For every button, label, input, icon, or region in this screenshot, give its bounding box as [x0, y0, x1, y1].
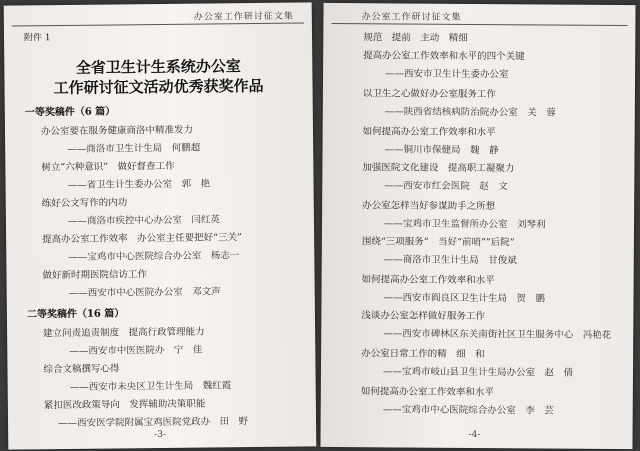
entry-author: ——宝鸡市岐山县卫生计生局办公室 赵 倩 — [382, 366, 574, 379]
entry-title: 加强医院文化建设 提高职工凝聚力 — [362, 162, 515, 175]
left-page — [4, 2, 317, 449]
entry-title: 做好新时期医院信访工作 — [42, 269, 148, 282]
page-number: -4- — [468, 429, 481, 441]
entry-title: 办公室日常工作的精 细 和 — [361, 348, 485, 361]
header-rule — [12, 22, 304, 26]
entry-title: 综合文稿撰写心得 — [43, 363, 120, 376]
entry-author: ——西安市未央区卫生计生局 魏红霞 — [69, 380, 232, 393]
entry-author: ——商洛市疾控中心办公室 闫红英 — [67, 214, 221, 227]
entry-author: ——省卫生计生委办公室 郭 艳 — [67, 178, 211, 191]
entry-title: 围绕“三项服务” 当好“前哨”“后院” — [361, 236, 515, 249]
entry-title: 如何提高办公室工作效率和水平 — [362, 126, 496, 139]
entry-author: ——西安市碑林区东关南街社区卫生服务中心 冯艳花 — [383, 328, 612, 341]
entry-title: 如何提高办公室工作效率和水平 — [360, 386, 494, 399]
entry-title: 浅谈办公室怎样做好服务工作 — [361, 310, 485, 323]
section-heading-second-prize: 二等奖稿件（16 篇） — [26, 308, 125, 321]
running-head: 办公室工作研讨征文集 — [193, 11, 294, 23]
entry-author: ——宝鸡市中心医院综合办公室 李 芸 — [382, 404, 554, 417]
entry-author: ——西安市中心医院办公室 邓文声 — [68, 286, 221, 299]
attachment-label: 附件 1 — [23, 33, 51, 44]
entry-title: 提高办公室工作效率 办公室主任要把好“三关” — [42, 232, 242, 246]
entry-title: 树立“六种意识” 做好督查工作 — [41, 160, 175, 174]
entry-title: 办公室要在服务健康商洛中精准发力 — [40, 124, 194, 138]
page-title-line-2: 工作研讨征文活动优秀获奖作品 — [53, 76, 264, 98]
section-heading-first-prize: 一等奖稿件（6 篇） — [24, 106, 116, 119]
header-rule — [331, 23, 627, 26]
entry-author: ——商洛市卫生计生局 何鹏超 — [67, 142, 201, 155]
entry-title: 建立问责追责制度 提高行政管理能力 — [43, 326, 205, 340]
entry-title: 练好公文写作的内功 — [41, 197, 128, 210]
entry-title: 办公室怎样当好参谋助手之所想 — [362, 200, 496, 213]
entry-author: ——西安市阎良区卫生计生局 贺 鹏 — [383, 292, 546, 305]
running-head: 办公室工作研讨征文集 — [361, 12, 462, 23]
entry-title: 规范 提前 主动 精细 — [363, 32, 468, 44]
entry-title: 提高办公室工作效率和水平的四个关键 — [363, 50, 525, 63]
entry-author: ——西安市红会医院 赵 文 — [384, 180, 508, 193]
entry-author: ——西安市中医医院办 宁 佳 — [69, 344, 203, 357]
entry-author: ——西安医学院附属宝鸡医院党政办 田 野 — [58, 416, 249, 430]
entry-author: ——宝鸡市中心医院综合办公室 杨志一 — [68, 250, 240, 263]
entry-author: ——宝鸡市卫生监督所办公室 刘琴利 — [383, 218, 546, 231]
right-page — [320, 3, 635, 449]
entry-title: 紧扣医改政策导向 发挥辅助决策职能 — [43, 398, 206, 412]
entry-author: ——西安市卫生计生委办公室 — [385, 68, 509, 81]
page-title-line-1: 全省卫生计生系统办公室 — [75, 57, 241, 77]
entry-author: ——商洛市卫生计生局 甘俊斌 — [383, 254, 517, 267]
page-number: -3- — [154, 429, 167, 441]
entry-title: 以卫生之心做好办公室服务工作 — [362, 88, 496, 101]
entry-title: 如何提高办公室工作效率和水平 — [361, 274, 495, 287]
entry-author: ——铜川市保健局 魏 静 — [384, 144, 499, 157]
entry-author: ——陕西省结核病防治院办公室 关 蓉 — [384, 106, 556, 119]
